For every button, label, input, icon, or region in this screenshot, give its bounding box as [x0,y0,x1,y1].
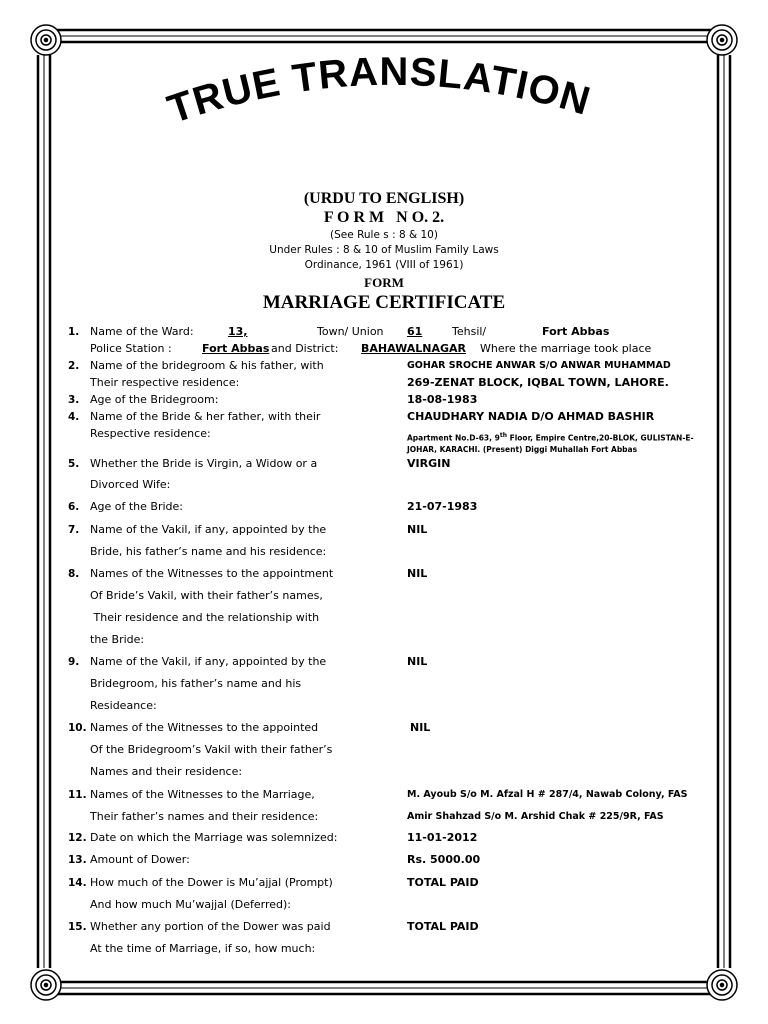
banner-title: TRUE TRANSLATION [162,49,596,133]
item-label-line: How much of the Dower is Mu’ajjal (Prompt) [90,876,333,889]
item-label-line: Name of the Bride & her father, with their [90,410,321,423]
bride-vakil: NIL [407,523,428,536]
item-label-line: Resideance: [90,699,157,712]
item-label-line: Name of the bridegroom & his father, with [90,359,324,372]
town-value: 61 [407,325,423,338]
item-number: 3. [68,394,80,406]
place-note: Where the marriage took place [480,342,652,355]
bridegroom-vakil: NIL [407,655,428,668]
item-label-line: Amount of Dower: [90,853,190,866]
rule-note: (See Rule s : 8 & 10) [330,229,438,241]
ward-label: Name of the Ward: [90,325,194,338]
item-label-line: Names of the Witnesses to the appointed [90,721,319,734]
bridegroom-name: GOHAR SROCHE ANWAR S/O ANWAR MUHAMMAD [407,360,671,371]
bridegroom-residence: 269-ZENAT BLOCK, IQBAL TOWN, LAHORE. [407,376,669,389]
bridegroom-vakil-witnesses: NIL [410,721,431,734]
item-label-line: Respective residence: [90,427,211,440]
item-number: 12. [68,832,87,844]
ordinance-line: Ordinance, 1961 (VIII of 1961) [304,259,464,271]
item-label-line: Bride, his father’s name and his residence: [90,545,327,558]
item-label-line: Names and their residence: [90,765,243,778]
bride-name: CHAUDHARY NADIA D/O AHMAD BASHIR [407,410,655,423]
bridegroom-age: 18-08-1983 [407,393,478,406]
marriage-date: 11-01-2012 [407,831,478,844]
bride-status: VIRGIN [407,457,451,470]
bride-vakil-witnesses: NIL [407,567,428,580]
item-number: 6. [68,501,80,513]
item-label-line: Divorced Wife: [90,478,171,491]
dower-prompt-deferred: TOTAL PAID [407,876,479,889]
tehsil-value: Fort Abbas [542,325,610,338]
police-station-value: Fort Abbas [202,342,270,355]
item-label-line: Age of the Bridegroom: [90,393,219,406]
ward-value: 13, [228,325,248,338]
item-number: 11. [68,789,87,801]
item-number: 15. [68,921,87,933]
marriage-witness-1: M. Ayoub S/o M. Afzal H # 287/4, Nawab Colony, FAS [407,789,688,800]
police-station-label: Police Station : [90,342,172,355]
item-label-line: Their respective residence: [90,376,240,389]
form-label: FORM [364,275,404,290]
rules-line: Under Rules : 8 & 10 of Muslim Family Laws [269,244,499,256]
item-number: 8. [68,568,80,580]
item-label-line: Age of the Bride: [90,500,184,513]
item-label-line: Name of the Vakil, if any, appointed by the [90,655,327,668]
marriage-witness-2: Amir Shahzad S/o M. Arshid Chak # 225/9R, FAS [407,811,664,822]
dower-amount: Rs. 5000.00 [407,853,481,866]
item-label-line: Of the Bridegroom’s Vakil with their father’s [90,743,333,756]
item-label-line: Name of the Vakil, if any, appointed by the [90,523,327,536]
item-number: 2. [68,360,80,372]
item-label-line: And how much Mu’wajjal (Deferred): [90,898,292,911]
district-value: BAHAWALNAGAR [361,342,467,355]
item-label-line: Their father’s names and their residence: [90,810,319,823]
item-label-line: Date on which the Marriage was solemnized: [90,831,338,844]
item-number: 7. [68,524,80,536]
certificate-title: MARRIAGE CERTIFICATE [262,292,506,313]
form-number: F O R M N O. 2. [323,209,445,226]
item-label-line: Whether the Bride is Virgin, a Widow or a [90,457,318,470]
item-number: 13. [68,854,87,866]
bride-address-line2: JOHAR, KARACHI. (Present) Diggi Muhallah Fort Abbas [407,445,638,454]
item-label-line: Names of the Witnesses to the Marriage, [90,788,315,801]
svg-text:TRUE TRANSLATION [162,50,595,132]
item-label-line: Of Bride’s Vakil, with their father’s names, [90,589,323,602]
item-label-line: At the time of Marriage, if so, how much: [90,942,316,955]
item-number: 5. [68,458,80,470]
dower-paid-at-marriage: TOTAL PAID [407,920,479,933]
item-label-line: Their residence and the relationship with [90,611,320,624]
true-translation-banner [90,40,670,160]
item-number: 4. [68,411,80,423]
language-note: (URDU TO ENGLISH) [303,190,465,207]
bride-address-line1: Apartment No.D-63, 9th Floor, Empire Centre,20-BLOK, GULISTAN-E- [407,432,694,443]
item-label-line: Bridegroom, his father’s name and his [90,677,302,690]
item-number: 9. [68,656,80,668]
item-label-line: the Bride: [90,633,145,646]
tehsil-label: Tehsil/ [452,325,487,338]
item-label-line: Whether any portion of the Dower was paid [90,920,331,933]
town-label: Town/ Union [317,325,384,338]
item-number: 14. [68,877,87,889]
item-label-line: Names of the Witnesses to the appointment [90,567,334,580]
item-number: 1. [68,326,80,338]
bride-age: 21-07-1983 [407,500,478,513]
district-label: and District: [271,342,339,355]
item-number: 10. [68,722,87,734]
